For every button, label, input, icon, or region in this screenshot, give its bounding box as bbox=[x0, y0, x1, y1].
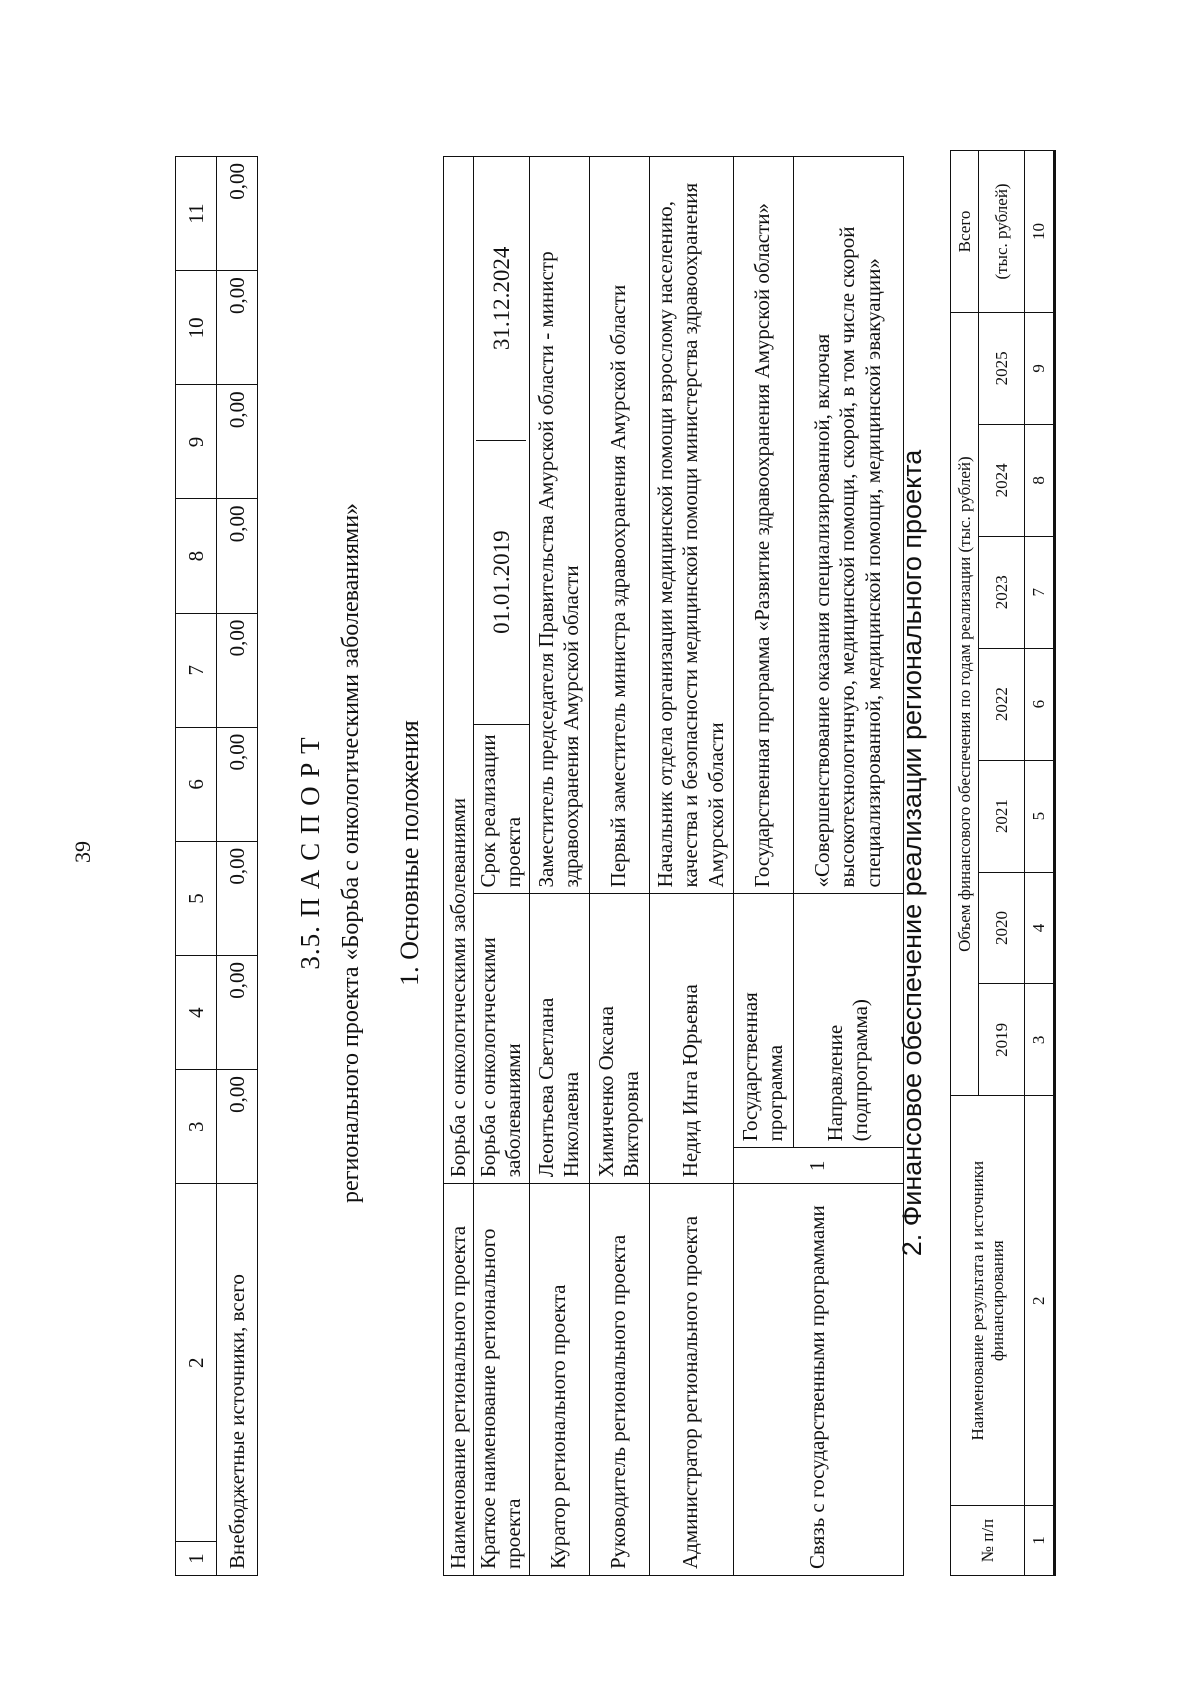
table-row bbox=[529, 157, 589, 1576]
continued-finance-table bbox=[175, 156, 258, 1576]
index-cell: 8 bbox=[1025, 424, 1055, 536]
program-value: Государственная программа «Развитие здравоохранения Амурской области» bbox=[733, 157, 793, 894]
table-header-cell: 3 bbox=[176, 1070, 217, 1184]
year-header: 2021 bbox=[979, 760, 1025, 872]
table-header-cell: 10 bbox=[176, 271, 217, 385]
passport-subtitle: регионального проекта «Борьба с онкологическими заболеваниями» bbox=[338, 502, 364, 1204]
table-cell: 0,00 bbox=[217, 1070, 258, 1184]
table-header-cell: 9 bbox=[176, 385, 217, 499]
table-row bbox=[733, 157, 793, 1576]
table-header-cell: 8 bbox=[176, 499, 217, 613]
index-cell: 9 bbox=[1025, 312, 1055, 424]
row-label: Внебюджетные источники, всего bbox=[217, 1184, 258, 1576]
subprogram-value: «Совершенствование оказания специализированной, включая высокотехнологичную, медицинской помощи, скорой, в том числе скорой специализированной, медицинской помощи, медицинской эвакуации» bbox=[793, 157, 903, 894]
financing-table bbox=[950, 150, 1056, 1576]
row-value: Борьба с онкологическими заболеваниями bbox=[444, 157, 474, 1184]
table-header-row bbox=[951, 151, 979, 1576]
row-label: Куратор регионального проекта bbox=[529, 1184, 589, 1576]
passport-title: 3.5. П А С П О Р Т bbox=[295, 736, 325, 970]
row-label: Администратор регионального проекта bbox=[649, 1184, 733, 1576]
table-cell: 0,00 bbox=[217, 385, 258, 499]
table-row bbox=[217, 157, 258, 1576]
table-cell: 0,00 bbox=[217, 613, 258, 727]
program-label: Государственная программа bbox=[733, 894, 793, 1148]
table-cell: 0,00 bbox=[217, 499, 258, 613]
year-header: 2024 bbox=[979, 424, 1025, 536]
row-label: Краткое наименование регионального проекта bbox=[474, 1184, 529, 1576]
table-header-cell: 2 bbox=[176, 1184, 217, 1542]
table-header-cell: Объем финансового обеспечения по годам реализации (тыс. рублей) bbox=[951, 312, 979, 1095]
year-header: 2022 bbox=[979, 648, 1025, 760]
row-label: Руководитель регионального проекта bbox=[589, 1184, 649, 1576]
row-label: Наименование регионального проекта bbox=[444, 1184, 474, 1576]
section-title: 1. Основные положения bbox=[395, 720, 424, 986]
table-header-cell: № п/п bbox=[951, 1506, 1025, 1576]
table-cell: 0,00 bbox=[217, 841, 258, 955]
basic-provisions-table bbox=[443, 156, 904, 1576]
table-header-cell: 5 bbox=[176, 841, 217, 955]
table-cell: 0,00 bbox=[217, 727, 258, 841]
table-header-cell: 6 bbox=[176, 727, 217, 841]
year-header: 2023 bbox=[979, 536, 1025, 648]
subprogram-label: Направление (подпрограмма) bbox=[793, 894, 903, 1148]
row-value: Борьба с онкологическими заболеваниями bbox=[474, 894, 529, 1184]
program-number: 1 bbox=[733, 1148, 903, 1184]
table-header-cell: 11 bbox=[176, 157, 217, 271]
table-header-cell: 4 bbox=[176, 956, 217, 1070]
table-header-cell: 1 bbox=[176, 1542, 217, 1576]
table-header-cell: (тыс. рублей) bbox=[979, 151, 1025, 313]
table-index-row bbox=[1025, 151, 1055, 1576]
index-cell: 4 bbox=[1025, 872, 1055, 984]
cell-divider bbox=[476, 440, 526, 441]
table-header-cell: Наименование результата и источники финансирования bbox=[951, 1096, 1025, 1506]
year-header: 2020 bbox=[979, 872, 1025, 984]
term-end: 31.12.2024 bbox=[488, 246, 514, 351]
index-cell: 1 bbox=[1025, 1506, 1055, 1576]
index-cell: 3 bbox=[1025, 984, 1055, 1096]
term-start: 01.01.2019 bbox=[488, 530, 514, 634]
person-position: Первый заместитель министра здравоохранения Амурской области bbox=[589, 157, 649, 894]
page-number: 39 bbox=[70, 841, 95, 863]
table-header-row bbox=[176, 157, 217, 1576]
table-row bbox=[649, 157, 733, 1576]
index-cell: 5 bbox=[1025, 760, 1055, 872]
section-title: 2. Финансовое обеспечение реализации регионального проекта bbox=[897, 449, 927, 1257]
table-cell: 0,00 bbox=[217, 956, 258, 1070]
term-label: Срок реализации проекта bbox=[474, 724, 529, 894]
row-label: Связь с государственными программами bbox=[733, 1184, 903, 1576]
person-name: Леонтьева Светлана Николаевна bbox=[529, 894, 589, 1184]
table-row bbox=[444, 157, 474, 1576]
table-header-cell: Всего bbox=[951, 151, 979, 313]
table-row bbox=[589, 157, 649, 1576]
table-row bbox=[474, 157, 529, 1576]
table-cell: 0,00 bbox=[217, 271, 258, 385]
year-header: 2025 bbox=[979, 312, 1025, 424]
year-header: 2019 bbox=[979, 984, 1025, 1096]
person-name: Недид Инга Юрьевна bbox=[649, 894, 733, 1184]
table-cell: 0,00 bbox=[217, 157, 258, 271]
term-dates bbox=[474, 157, 529, 725]
table-header-cell: 7 bbox=[176, 613, 217, 727]
index-cell: 6 bbox=[1025, 648, 1055, 760]
person-name: Химиченко Оксана Викторовна bbox=[589, 894, 649, 1184]
index-cell: 2 bbox=[1025, 1096, 1055, 1506]
index-cell: 7 bbox=[1025, 536, 1055, 648]
index-cell: 10 bbox=[1025, 151, 1055, 313]
person-position: Начальник отдела организации медицинской помощи взрослому населению, качества и безопасности медицинской помощи министерства здравоохранения Амурской области bbox=[649, 157, 733, 894]
person-position: Заместитель председателя Правительства Амурской области - министр здравоохранения Амурской области bbox=[529, 157, 589, 894]
